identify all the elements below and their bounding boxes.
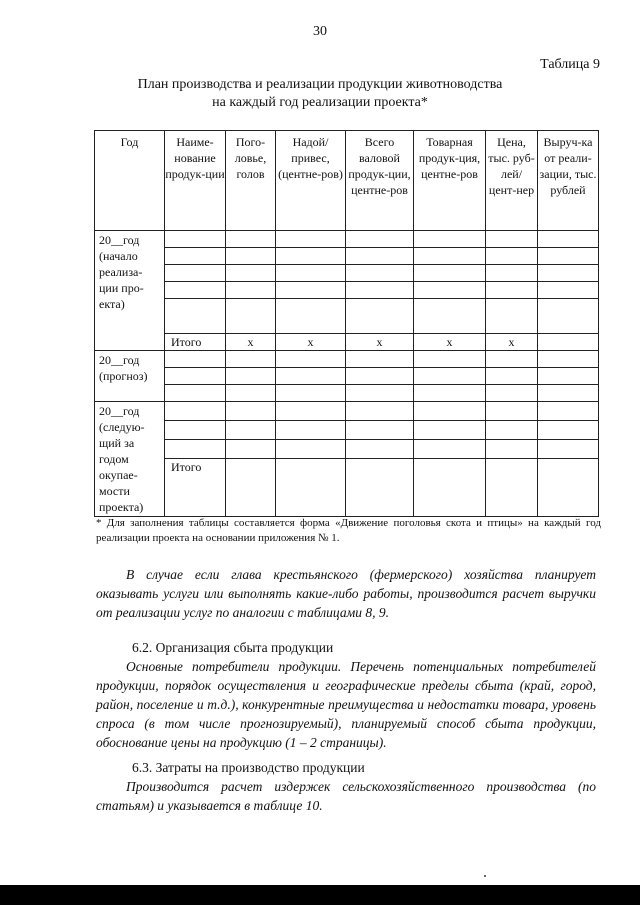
section-6-3-heading: 6.3. Затраты на производство продукции — [132, 760, 365, 775]
header-price: Цена, тыс. руб-лей/ цент-нер — [486, 131, 538, 231]
header-product-name: Наиме-нование продук-ции — [165, 131, 226, 231]
year-2-label: 20__год (прогноз) — [95, 351, 165, 402]
table-row-total — [95, 459, 599, 517]
total-label: Итого — [165, 459, 226, 517]
table-row-total — [95, 334, 599, 351]
header-year: Год — [95, 131, 165, 231]
production-table — [94, 130, 599, 517]
year-1-label: 20__год (начало реализа-ции про-екта) — [95, 231, 165, 351]
scan-speck — [484, 875, 486, 877]
table-title — [0, 76, 640, 112]
header-yield: Надой/ привес, (центне-ров) — [276, 131, 346, 231]
x-mark: x — [414, 334, 486, 351]
table-row — [95, 421, 599, 440]
table-row — [95, 299, 599, 334]
table-row — [95, 368, 599, 385]
x-mark: x — [346, 334, 414, 351]
table-title-line-1: План производства и реализации продукции животноводства — [137, 77, 503, 92]
total-label: Итого — [165, 334, 226, 351]
table-row — [95, 231, 599, 248]
table-row — [95, 265, 599, 282]
scan-bottom-edge — [0, 885, 640, 905]
header-livestock: Пого-ловье, голов — [226, 131, 276, 231]
section-6-3-text: Производится расчет издержек сельскохозяйственного производства (по статьям) и указывается в таблице 10. — [96, 779, 596, 813]
table-row — [95, 385, 599, 402]
table-footnote: * Для заполнения таблицы составляется форма «Движение поголовья скота и птицы» на каждый год реализации проекта на основании приложения № 1. — [96, 517, 601, 544]
section-6-2-text: Основные потребители продукции. Перечень потенциальных потребителей продукции, порядок осуществления и географические пределы сбыта (край, город, район, поселение и т.д.), конкурентные преимущества и недостатки товара, уровень спроса (в том числе прогнозируемый), планируемый способ сбыта продукции, обоснование цены на продукцию (1 – 2 страницы). — [96, 659, 596, 750]
table-title-line-2: на каждый год реализации проекта* — [212, 95, 428, 110]
page-number: 30 — [313, 24, 327, 39]
table-row — [95, 248, 599, 265]
header-marketable-output: Товарная продук-ция, центне-ров — [414, 131, 486, 231]
table-row — [95, 282, 599, 299]
x-mark: x — [276, 334, 346, 351]
table-row — [95, 440, 599, 459]
header-revenue: Выруч-ка от реали-зации, тыс. рублей — [538, 131, 599, 231]
section-6-2-heading: 6.2. Организация сбыта продукции — [132, 640, 334, 655]
table-row — [95, 402, 599, 421]
x-mark: x — [486, 334, 538, 351]
table-header-row — [95, 131, 599, 231]
table-row — [95, 351, 599, 368]
table-label: Таблица 9 — [540, 57, 600, 72]
x-mark: x — [226, 334, 276, 351]
paragraph-services: В случае если глава крестьянского (фермерского) хозяйства планирует оказывать услуги или выполнять какие-либо работы, производится расчет выручки от реализации услуг по аналогии с таблицами 8, 9. — [96, 567, 596, 620]
year-3-label: 20__год (следую-щий за годом окупае-мости проекта) — [95, 402, 165, 517]
header-gross-output: Всего валовой продук-ции, центне-ров — [346, 131, 414, 231]
